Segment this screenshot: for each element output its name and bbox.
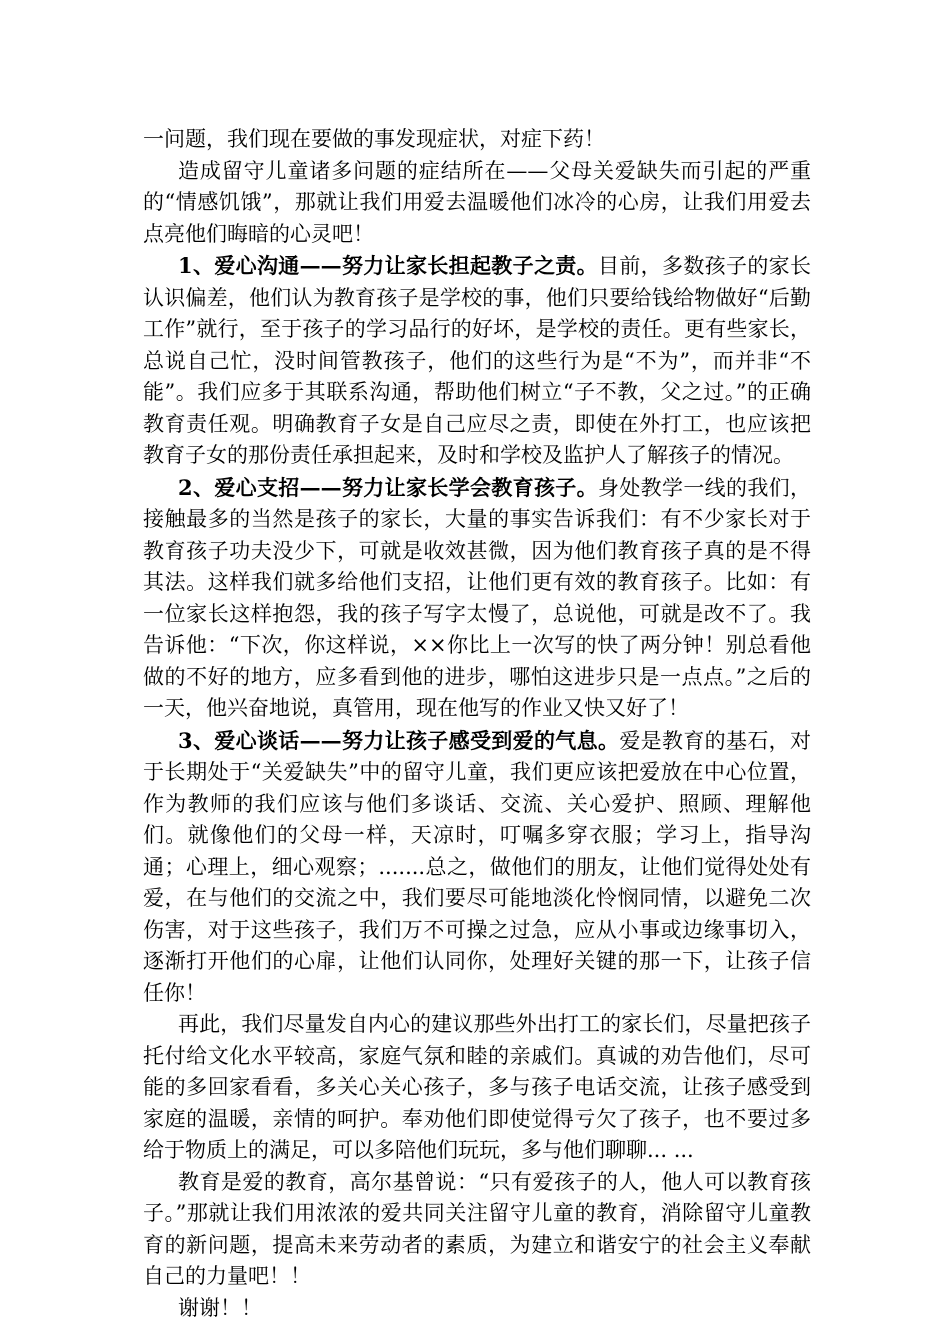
paragraph-heading: 3、爱心谈话——努力让孩子感受到爱的气息。 <box>178 727 620 753</box>
paragraph-continuation <box>143 124 811 156</box>
paragraph-text: 谢谢！！ <box>178 1295 262 1320</box>
paragraph-text: 爱是教育的基石，对于长期处于“关爱缺失”中的留守儿童，我们更应该把爱放在中心位置，作为教师的我们应该与他们多谈话、交流、关心爱护、照顾、理解他们。就像他们的父母一样，天凉时，叮嘱多穿衣服；学习上，指导沟通；心理上，细心观察；.......总之，做他们的朋友，让他们觉得处处有爱，在与他们的交流之中，我们要尽可能地淡化怜悯同情，以避免二次伤害，对于这些孩子，我们万不可操之过急，应从小事或边缘事切入，逐渐打开他们的心扉，让他们认同你，处理好关键的那一下，让孩子信任你！ <box>143 728 811 1005</box>
paragraph-text: 一问题，我们现在要做的事发现症状，对症下药！ <box>143 127 605 151</box>
document-page <box>143 124 811 1324</box>
paragraph-conclusion <box>143 1167 811 1293</box>
paragraph-intro <box>143 156 811 251</box>
paragraph-point-1 <box>143 250 811 472</box>
paragraph-advice <box>143 1009 811 1167</box>
paragraph-text: 教育是爱的教育，高尔基曾说：“只有爱孩子的人，他人可以教育孩子。”那就让我们用浓浓的爱共同关注留守儿童的教育，消除留守儿童教育的新问题，提高未来劳动者的素质，为建立和谐安宁的社会主义奉献自己的力量吧！！ <box>143 1169 811 1288</box>
paragraph-text: 身处教学一线的我们，接触最多的当然是孩子的家长，大量的事实告诉我们：有不少家长对于教育孩子功夫没少下，可就是收效甚微，因为他们教育孩子真的是不得其法。这样我们就多给他们支招，让他们更有效的教育孩子。比如：有一位家长这样抱怨，我的孩子写字太慢了，总说他，可就是改不了。我告诉他：“下次，你这样说，××你比上一次写的快了两分钟！别总看他做的不好的地方，应多看到他的进步，哪怕这进步只是一点点。”之后的一天，他兴奋地说，真管用，现在他写的作业又快又好了！ <box>143 475 811 720</box>
paragraph-text: 目前，多数孩子的家长认识偏差，他们认为教育孩子是学校的事，他们只要给钱给物做好“后勤工作”就行，至于孩子的学习品行的好坏，是学校的责任。更有些家长，总说自己忙，没时间管教孩子，他们的这些行为是“不为”，而并非“不能”。我们应多于其联系沟通，帮助他们树立“子不教，父之过。”的正确教育责任观。明确教育子女是自己应尽之责，即使在外打工，也应该把教育子女的那份责任承担起来，及时和学校及监护人了解孩子的情况。 <box>143 254 811 467</box>
paragraph-point-2 <box>143 472 811 725</box>
paragraph-text: 再此，我们尽量发自内心的建议那些外出打工的家长们，尽量把孩子托付给文化水平较高，家庭气氛和睦的亲戚们。真诚的劝告他们，尽可能的多回家看看，多关心关心孩子，多与孩子电话交流，让孩子感受到家庭的温暖，亲情的呵护。奉劝他们即使觉得亏欠了孩子，也不要过多给于物质上的满足，可以多陪他们玩玩，多与他们聊聊... ... <box>143 1012 811 1162</box>
paragraph-point-3 <box>143 725 811 1010</box>
paragraph-thanks <box>143 1293 811 1325</box>
paragraph-heading: 2、爱心支招——努力让家长学会教育孩子。 <box>178 474 598 500</box>
paragraph-heading: 1、爱心沟通——努力让家长担起教子之责。 <box>178 253 598 278</box>
paragraph-text: 造成留守儿童诸多问题的症结所在——父母关爱缺失而引起的严重的“情感饥饿”，那就让我们用爱去温暖他们冰冷的心房，让我们用爱去点亮他们晦暗的心灵吧！ <box>143 158 811 246</box>
